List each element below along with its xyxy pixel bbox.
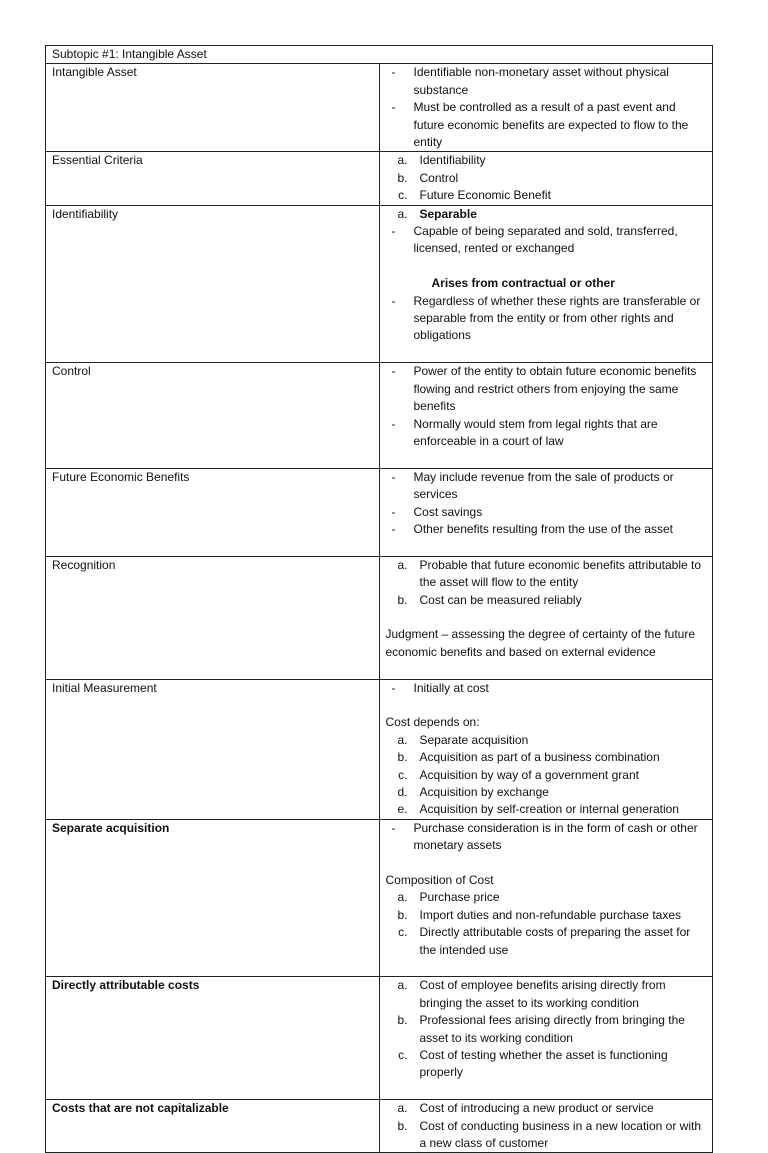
bullet-list — [386, 820, 707, 855]
list-item — [386, 977, 707, 1012]
list-letter: b. — [397, 1013, 408, 1028]
topic-content — [379, 679, 713, 819]
list-letter: a. — [397, 206, 408, 221]
lettered-list — [386, 977, 707, 1081]
list-item — [386, 170, 707, 187]
paragraph: Judgment – assessing the degree of certainty of the future economic benefits and based on external evidence — [385, 627, 696, 659]
list-letter: a. — [397, 153, 408, 168]
topic-row — [46, 679, 713, 819]
list-letter: b. — [397, 592, 408, 607]
topic-content — [379, 556, 713, 679]
topic-content — [379, 152, 713, 205]
subtopic-row — [46, 46, 713, 64]
list-item — [386, 801, 707, 818]
paragraph: Composition of Cost — [385, 872, 494, 887]
list-item-text: Initially at cost — [413, 680, 489, 695]
lettered-list — [386, 1100, 707, 1152]
list-item-text: Cost of conducting business in a new location or with a new class of customer — [419, 1118, 701, 1151]
list-item — [386, 784, 707, 801]
topic-content — [379, 977, 713, 1100]
list-item-text: Professional fees arising directly from bringing the asset to its working condition — [419, 1013, 685, 1045]
list-item — [386, 363, 707, 415]
bullet-marker: - — [391, 364, 396, 379]
list-item — [386, 732, 707, 749]
topic-label: Essential Criteria — [46, 152, 380, 205]
list-item — [386, 293, 707, 345]
spacer — [386, 345, 707, 362]
list-item — [386, 64, 707, 99]
topic-label: Recognition — [46, 556, 380, 679]
list-letter: c. — [398, 925, 408, 940]
list-letter: a. — [397, 978, 408, 993]
paragraph: Cost depends on: — [385, 715, 480, 730]
list-item — [386, 889, 707, 906]
list-item-text: Probable that future economic benefits attributable to the asset will flow to the entity — [419, 557, 702, 590]
bullet-marker: - — [391, 224, 396, 239]
list-item-text: Cost savings — [413, 504, 483, 519]
list-letter: c. — [398, 767, 408, 782]
list-item — [386, 469, 707, 504]
topic-content — [379, 1100, 713, 1153]
topic-content — [379, 64, 713, 152]
bullet-marker: - — [391, 521, 396, 536]
list-letter: b. — [397, 1118, 408, 1133]
list-letter: c. — [398, 188, 408, 203]
spacer — [386, 609, 707, 626]
bullet-marker: - — [391, 469, 396, 484]
topic-label: Control — [46, 363, 380, 468]
list-item — [386, 1047, 707, 1082]
list-letter: a. — [397, 890, 408, 905]
topic-label: Directly attributable costs — [46, 977, 380, 1100]
topic-label: Future Economic Benefits — [46, 468, 380, 556]
list-item-text: Must be controlled as a result of a past event and future economic benefits are expected to flow to the entity — [413, 100, 689, 150]
bullet-list — [386, 469, 707, 539]
list-item-text: Cost of introducing a new product or service — [419, 1101, 654, 1116]
list-item-text: Future Economic Benefit — [419, 188, 551, 203]
list-item — [386, 1118, 707, 1153]
topic-label: Initial Measurement — [46, 679, 380, 819]
list-item-text: Cost can be measured reliably — [419, 592, 582, 607]
list-letter: c. — [398, 1048, 408, 1063]
bullet-marker: - — [391, 416, 396, 431]
list-item — [386, 504, 707, 521]
list-item — [386, 416, 707, 451]
list-item — [386, 767, 707, 784]
topic-row — [46, 556, 713, 679]
list-item-text: Directly attributable costs of preparing the asset for the intended use — [419, 925, 691, 957]
topic-row — [46, 819, 713, 977]
list-item — [386, 152, 707, 169]
lettered-list — [386, 557, 707, 609]
bullet-marker: - — [391, 820, 396, 835]
list-item-text: Import duties and non-refundable purchase taxes — [419, 907, 681, 922]
list-letter: a. — [397, 1101, 408, 1116]
list-item — [386, 521, 707, 538]
bullet-marker: - — [391, 680, 396, 695]
subtopic-title: Subtopic #1: Intangible Asset — [46, 46, 713, 64]
list-item-text: Other benefits resulting from the use of the asset — [413, 521, 673, 536]
list-item — [386, 206, 707, 223]
spacer — [386, 538, 707, 555]
spacer — [386, 959, 707, 976]
list-item-text: Cost of employee benefits arising directly from bringing the asset to its working condition — [419, 978, 666, 1010]
list-item-text: May include revenue from the sale of products or services — [413, 469, 674, 502]
list-item-text: Purchase price — [419, 890, 500, 905]
list-item-text: Acquisition as part of a business combination — [419, 750, 660, 765]
list-item — [386, 749, 707, 766]
list-item-text: Identifiability — [419, 153, 486, 168]
bullet-marker: - — [391, 504, 396, 519]
list-letter: b. — [397, 750, 408, 765]
list-item — [386, 1012, 707, 1047]
topic-row — [46, 977, 713, 1100]
list-item — [386, 680, 707, 697]
topic-row — [46, 152, 713, 205]
topic-label: Costs that are not capitalizable — [46, 1100, 380, 1153]
list-item-text: Regardless of whether these rights are transferable or separable from the entity or from other rights and obligations — [413, 293, 701, 343]
bullet-marker: - — [391, 293, 396, 308]
bullet-list — [386, 293, 707, 345]
topic-row — [46, 468, 713, 556]
list-letter: b. — [397, 170, 408, 185]
list-item-text: Normally would stem from legal rights that are enforceable in a court of law — [413, 416, 658, 448]
list-item-text: Separable — [419, 206, 477, 221]
list-item — [386, 557, 707, 592]
lettered-list — [386, 206, 707, 223]
list-item-text: Purchase consideration is in the form of cash or other monetary assets — [413, 820, 698, 853]
spacer — [386, 855, 707, 872]
list-letter: a. — [397, 557, 408, 572]
list-item-text: Separate acquisition — [419, 732, 529, 747]
spacer — [386, 661, 707, 678]
list-item — [386, 592, 707, 609]
topic-row — [46, 1100, 713, 1153]
list-item — [386, 1100, 707, 1117]
paragraph: Arises from contractual or other — [431, 276, 615, 291]
list-item — [386, 907, 707, 924]
topic-label: Separate acquisition — [46, 819, 380, 977]
list-item-text: Acquisition by way of a government grant — [419, 767, 639, 782]
spacer — [386, 450, 707, 467]
notes-table — [45, 45, 713, 1153]
list-letter: b. — [397, 907, 408, 922]
topic-row — [46, 64, 713, 152]
lettered-list — [386, 889, 707, 959]
topic-label: Identifiability — [46, 205, 380, 363]
list-item — [386, 924, 707, 959]
list-letter: e. — [397, 802, 408, 817]
list-item — [386, 99, 707, 151]
bullet-list — [386, 64, 707, 151]
bullet-list — [386, 363, 707, 450]
bullet-list — [386, 223, 707, 258]
list-item-text: Acquisition by exchange — [419, 784, 549, 799]
list-item-text: Cost of testing whether the asset is functioning properly — [419, 1048, 668, 1080]
topic-content — [379, 205, 713, 363]
list-item — [386, 187, 707, 204]
lettered-list — [386, 732, 707, 819]
list-item-text: Identifiable non-monetary asset without physical substance — [413, 65, 669, 97]
topic-content — [379, 363, 713, 468]
list-item-text: Acquisition by self-creation or internal generation — [419, 802, 679, 817]
topic-row — [46, 363, 713, 468]
bullet-marker: - — [391, 100, 396, 115]
list-item-text: Power of the entity to obtain future economic benefits flowing and restrict others from enjoying the same benefits — [413, 364, 697, 414]
list-letter: d. — [397, 784, 408, 799]
spacer — [386, 697, 707, 714]
spacer — [386, 1082, 707, 1099]
list-item-text: Control — [419, 170, 459, 185]
topic-content — [379, 468, 713, 556]
topic-label: Intangible Asset — [46, 64, 380, 152]
spacer — [386, 258, 707, 275]
lettered-list — [386, 152, 707, 204]
list-letter: a. — [397, 732, 408, 747]
list-item-text: Capable of being separated and sold, transferred, licensed, rented or exchanged — [413, 224, 678, 256]
bullet-marker: - — [391, 65, 396, 80]
topic-row — [46, 205, 713, 363]
list-item — [386, 820, 707, 855]
topic-content — [379, 819, 713, 977]
bullet-list — [386, 680, 707, 697]
list-item — [386, 223, 707, 258]
